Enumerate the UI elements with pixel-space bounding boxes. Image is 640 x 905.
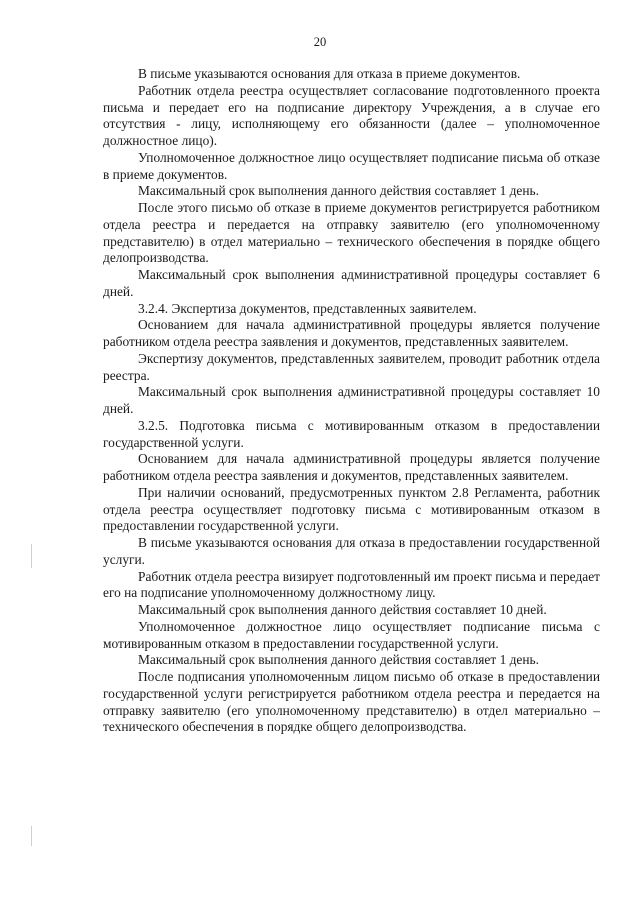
paragraph: Максимальный срок выполнения административной процедуры составляет 10 дней. (103, 384, 600, 416)
paragraph: После этого письмо об отказе в приеме документов регистрируется работником отдела реестра и передается на отправку заявителю (его уполномоченному представителю) в отдел материально – технического обеспечения в порядке общего делопроизводства. (103, 200, 600, 266)
paragraph: При наличии оснований, предусмотренных пунктом 2.8 Регламента, работник отдела реестра осуществляет подготовку письма с мотивированным отказом в предоставлении государственной услуги. (103, 484, 600, 534)
paragraph: Максимальный срок выполнения данного действия составляет 1 день. (138, 652, 539, 668)
scan-edge-mark (31, 544, 32, 568)
paragraph: В письме указываются основания для отказа в предоставлении государственной услуги. (103, 535, 600, 567)
section-heading: 3.2.4. Экспертиза документов, представленных заявителем. (138, 300, 477, 316)
document-body (103, 66, 600, 736)
paragraph: Максимальный срок выполнения данного действия составляет 1 день. (138, 183, 539, 199)
paragraph: Экспертизу документов, представленных заявителем, проводит работник отдела реестра. (103, 350, 600, 383)
paragraph: Уполномоченное должностное лицо осуществляет подписание письма об отказе в приеме документов. (103, 149, 600, 182)
paragraph: Работник отдела реестра осуществляет согласование подготовленного проекта письма и передает его на подписание директору Учреждения, а в случае его отсутствия - лицу, исполняющему его обязанности (далее – уполномоченное должностное лицо). (103, 82, 600, 148)
paragraph: Максимальный срок выполнения административной процедуры составляет 6 дней. (103, 267, 600, 299)
paragraph: Уполномоченное должностное лицо осуществляет подписание письма с мотивированным отказом в предоставлении государственной услуги. (103, 618, 600, 651)
paragraph: Основанием для начала административной процедуры является получение работником отдела реестра заявления и документов, представленных заявителем. (103, 451, 600, 483)
paragraph: Работник отдела реестра визирует подготовленный им проект письма и передает его на подписание уполномоченному должностному лицу. (103, 568, 600, 601)
paragraph: После подписания уполномоченным лицом письмо об отказе в предоставлении государственной услуги регистрируется работником отдела реестра и передается на отправку заявителю (его уполномоченному представителю) в отдел материально – технического обеспечения в порядке общего делопроизводства. (103, 669, 600, 735)
section-heading: 3.2.5. Подготовка письма с мотивированным отказом в предоставлении государственной услуги. (103, 417, 600, 450)
paragraph: Максимальный срок выполнения данного действия составляет 10 дней. (138, 602, 547, 617)
page-number: 20 (313, 35, 327, 49)
paragraph: Основанием для начала административной процедуры является получение работником отдела реестра заявления и документов, представленных заявителем. (103, 317, 600, 349)
scan-edge-mark (31, 826, 32, 846)
paragraph: В письме указываются основания для отказа в приеме документов. (138, 66, 521, 81)
